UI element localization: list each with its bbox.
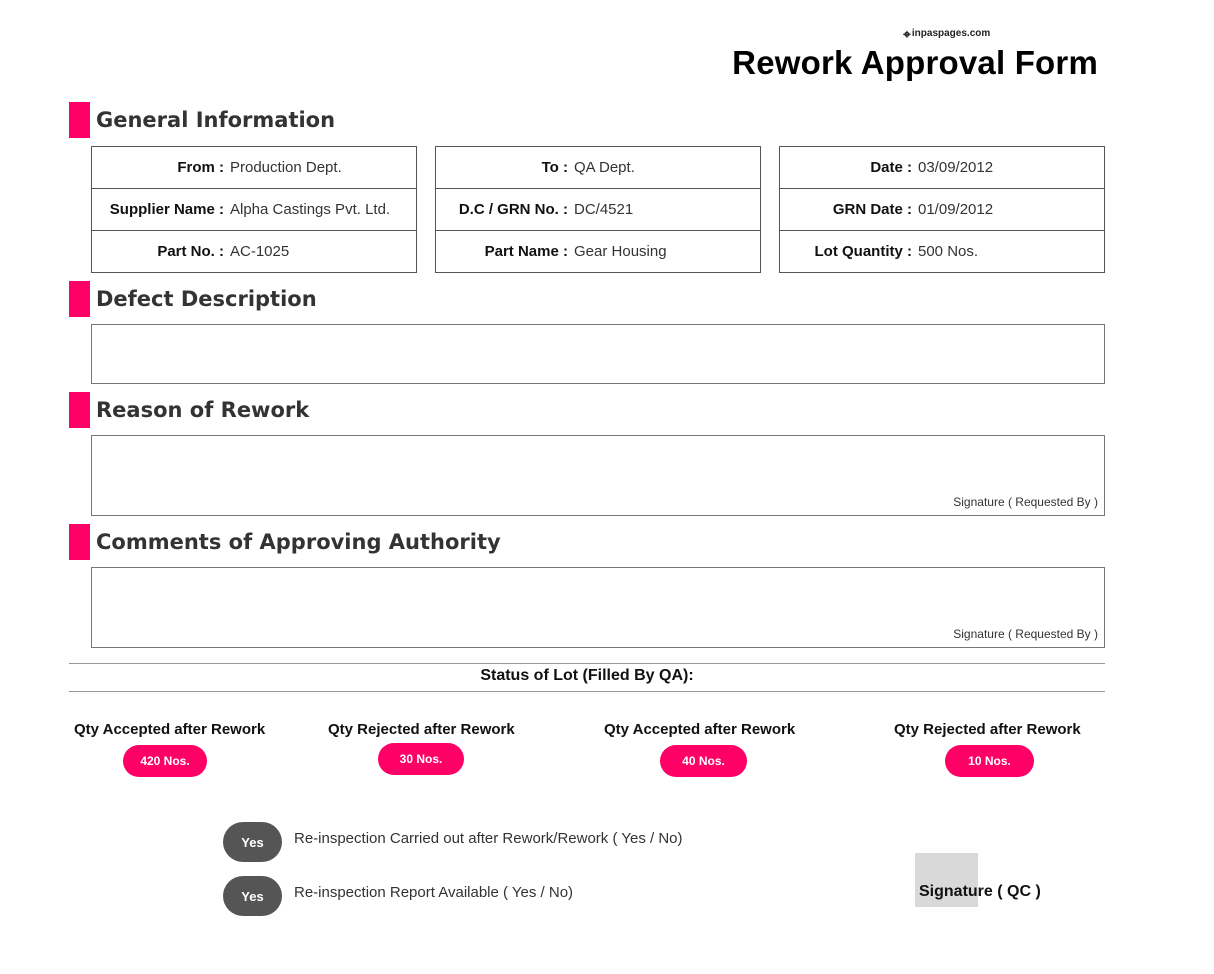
logo-text: inpaspages.com	[911, 28, 991, 39]
field-label: Part Name :	[484, 243, 568, 260]
qty-rejected-label: Qty Rejected after Rework	[894, 721, 1081, 738]
info-box-3	[779, 146, 1105, 273]
info-box-2	[435, 146, 761, 273]
info-row-to	[436, 147, 760, 189]
field-value[interactable]: QA Dept.	[574, 159, 635, 176]
qty-rejected-value[interactable]: 10 Nos.	[945, 745, 1034, 777]
section-marker	[69, 524, 90, 560]
field-label: Supplier Name :	[109, 201, 224, 218]
section-defect	[69, 281, 317, 317]
section-marker	[69, 281, 90, 317]
section-title: Comments of Approving Authority	[96, 530, 501, 554]
signature-note: Signature ( Requested By )	[953, 627, 1098, 641]
reinspection-report-question: Re-inspection Report Available ( Yes / No)	[294, 884, 574, 901]
status-title: Status of Lot (Filled By QA):	[480, 667, 694, 684]
divider	[69, 691, 1105, 692]
field-value[interactable]: 03/09/2012	[918, 159, 994, 176]
pin-icon: ⌖	[903, 25, 911, 42]
field-value[interactable]: Gear Housing	[574, 243, 667, 260]
field-label: Date :	[870, 159, 912, 176]
info-row-part-no	[92, 231, 416, 272]
info-row-dc-grn	[436, 189, 760, 231]
reason-of-rework-field[interactable]	[91, 435, 1105, 516]
qty-rejected-label: Qty Rejected after Rework	[328, 721, 515, 738]
info-row-lot-qty	[780, 231, 1104, 272]
field-value[interactable]: 01/09/2012	[918, 201, 994, 218]
reinspection-carried-out-question: Re-inspection Carried out after Rework/Rework ( Yes / No)	[294, 830, 683, 847]
info-row-date	[780, 147, 1104, 189]
field-value[interactable]: AC-1025	[230, 243, 290, 260]
comments-field[interactable]	[91, 567, 1105, 648]
section-title: General Information	[96, 108, 336, 132]
signature-note: Signature ( Requested By )	[953, 495, 1098, 509]
field-label: D.C / GRN No. :	[458, 201, 568, 218]
field-value[interactable]: DC/4521	[574, 201, 634, 218]
site-logo	[903, 25, 991, 42]
reinspection-report-toggle[interactable]: Yes	[223, 876, 282, 916]
info-row-from	[92, 147, 416, 189]
defect-description-field[interactable]	[91, 324, 1105, 384]
info-row-grn-date	[780, 189, 1104, 231]
section-comments	[69, 524, 501, 560]
field-label: From :	[177, 159, 224, 176]
qty-accepted-value[interactable]: 40 Nos.	[660, 745, 747, 777]
field-value[interactable]: Production Dept.	[230, 159, 342, 176]
info-row-supplier	[92, 189, 416, 231]
section-title: Reason of Rework	[96, 398, 310, 422]
page-title: Rework Approval Form	[732, 44, 1098, 81]
field-label: To :	[541, 159, 568, 176]
qty-rejected-value[interactable]: 30 Nos.	[378, 743, 464, 775]
section-title: Defect Description	[96, 287, 317, 311]
field-value[interactable]: 500 Nos.	[918, 243, 979, 260]
qty-accepted-label: Qty Accepted after Rework	[604, 721, 796, 738]
section-marker	[69, 102, 90, 138]
qty-accepted-label: Qty Accepted after Rework	[74, 721, 266, 738]
field-label: Part No. :	[157, 243, 224, 260]
reinspection-carried-out-toggle[interactable]: Yes	[223, 822, 282, 862]
field-label: GRN Date :	[832, 201, 912, 218]
info-box-1	[91, 146, 417, 273]
field-label: Lot Quantity :	[814, 243, 912, 260]
section-reason	[69, 392, 309, 428]
qty-accepted-value[interactable]: 420 Nos.	[123, 745, 207, 777]
info-row-part-name	[436, 231, 760, 272]
section-general-info	[69, 102, 335, 138]
field-value[interactable]: Alpha Castings Pvt. Ltd.	[230, 201, 391, 218]
divider	[69, 663, 1105, 664]
signature-qc-label: Signature ( QC )	[919, 883, 1041, 900]
section-marker	[69, 392, 90, 428]
